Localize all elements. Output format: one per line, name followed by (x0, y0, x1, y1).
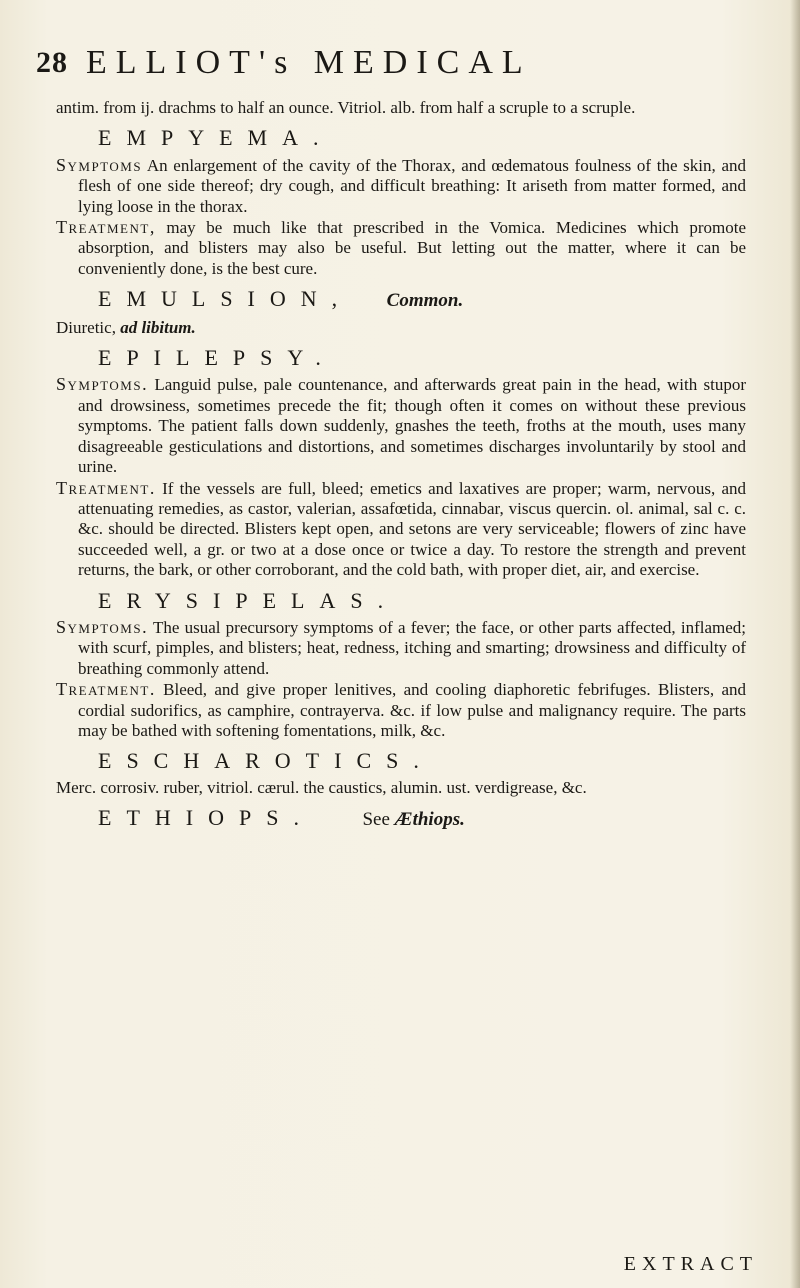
symptoms-text: Languid pulse, pale countenance, and afterwards great pain in the head, with stupor and drowsiness, sometimes precede the fit; though often it comes on without these previous symptoms. The patient falls down suddenly, gnashes the teeth, froths at the mouth, uses many disagreeable gesticulations and distortions, and sometimes discharges involuntarily by stool and urine. (78, 375, 746, 477)
running-title: ELLIOT's MEDICAL (86, 44, 532, 81)
emulsion-plain: Diuretic, (56, 317, 116, 337)
epilepsy-symptoms (56, 374, 746, 477)
epilepsy-treatment (56, 478, 746, 581)
treatment-label: Treatment, (56, 217, 156, 238)
entry-erysipelas (56, 587, 747, 742)
see-label: See (362, 809, 390, 831)
treatment-text: may be much like that prescribed in the Vomica. Medicines which promote absorption, and blisters may also be useful. But letting out the matter, where it can be conveniently done, is the best cure. (78, 218, 746, 278)
heading-text: ESCHAROTICS. (98, 748, 434, 774)
symptoms-label: Symptoms (56, 154, 143, 175)
entry-heading-ethiops (56, 805, 746, 831)
erysipelas-symptoms (56, 617, 746, 679)
entry-heading-epilepsy (56, 345, 746, 371)
opening-paragraph: antim. from ij. drachms to half an ounce. Vitriol. alb. from half a scruple to a scruple. (56, 98, 636, 117)
treatment-label: Treatment. (56, 679, 156, 700)
symptoms-label: Symptoms. (56, 374, 149, 395)
symptoms-label: Symptoms. (56, 616, 149, 637)
entry-heading-emulsion (56, 286, 746, 312)
heading-text: ERYSIPELAS. (98, 587, 399, 613)
entry-emulsion (56, 286, 746, 338)
treatment-label: Treatment. (56, 477, 156, 498)
entry-ethiops (56, 805, 746, 831)
emulsion-italic: ad libitum. (120, 317, 196, 337)
heading-text: ETHIOPS. (98, 805, 314, 831)
catchword: EXTRACT (623, 1253, 758, 1275)
empyema-symptoms (56, 155, 746, 217)
cross-reference (362, 809, 464, 830)
symptoms-text: The usual precursory symptoms of a fever; the face, or other parts affected, inflamed; with scurf, pimples, and blisters; heat, redness, itching and smarting; drowsiness and difficulty of breathing commonly attend. (78, 617, 746, 678)
treatment-text: Bleed, and give proper lenitives, and cooling diaphoretic febrifuges. Blisters, and cordial sudorifics, as camphire, contrayerva. &c. if low pulse and malignancy require. The parts may be bathed with softening fomentations, milk, &c. (78, 680, 747, 740)
entry-empyema (56, 125, 746, 279)
escharotics-text: Merc. corrosiv. ruber, vitriol. cærul. the caustics, alumin. ust. verdigrease, &c. (56, 777, 587, 797)
see-target: Æthiops. (394, 809, 465, 831)
heading-text: EMULSION, (98, 286, 353, 312)
symptoms-text: An enlargement of the cavity of the Thorax, and œdematous foulness of the skin, and flesh of one side thereof; dry cough, and difficult breathing: It ariseth from matter formed, and lying loose in the thorax. (78, 155, 746, 216)
treatment-text: If the vessels are full, bleed; emetics and laxatives are proper; warm, nervous, and attenuating remedies, as castor, valerian, assafœtida, cinnabar, viscus quercin. ol. animal, sal c. c. &c. should be directed. Blisters kept open, and setons are very serviceable; flowers of zinc have succeeded well, a gr. or two at a dose once or twice a day. To restore the strength and prevent returns, the bark, or other corroborant, and the cold bath, with proper diet, air, and exercise. (78, 478, 746, 580)
entry-heading-empyema (56, 125, 746, 151)
erysipelas-treatment (56, 679, 746, 741)
entry-heading-escharotics (56, 748, 746, 774)
emulsion-text (56, 318, 746, 338)
page-header (36, 44, 756, 84)
entry-escharotics (56, 748, 746, 798)
heading-text: EPILEPSY. (98, 345, 336, 371)
entry-heading-erysipelas (56, 587, 746, 613)
page-number: 28 (36, 46, 68, 79)
empyema-treatment (56, 217, 746, 279)
heading-text: EMPYEMA. (98, 125, 334, 151)
heading-note: Common. (386, 290, 464, 312)
entry-epilepsy (56, 345, 746, 580)
page-edge-shadow (790, 0, 800, 1288)
page-body (56, 98, 746, 837)
